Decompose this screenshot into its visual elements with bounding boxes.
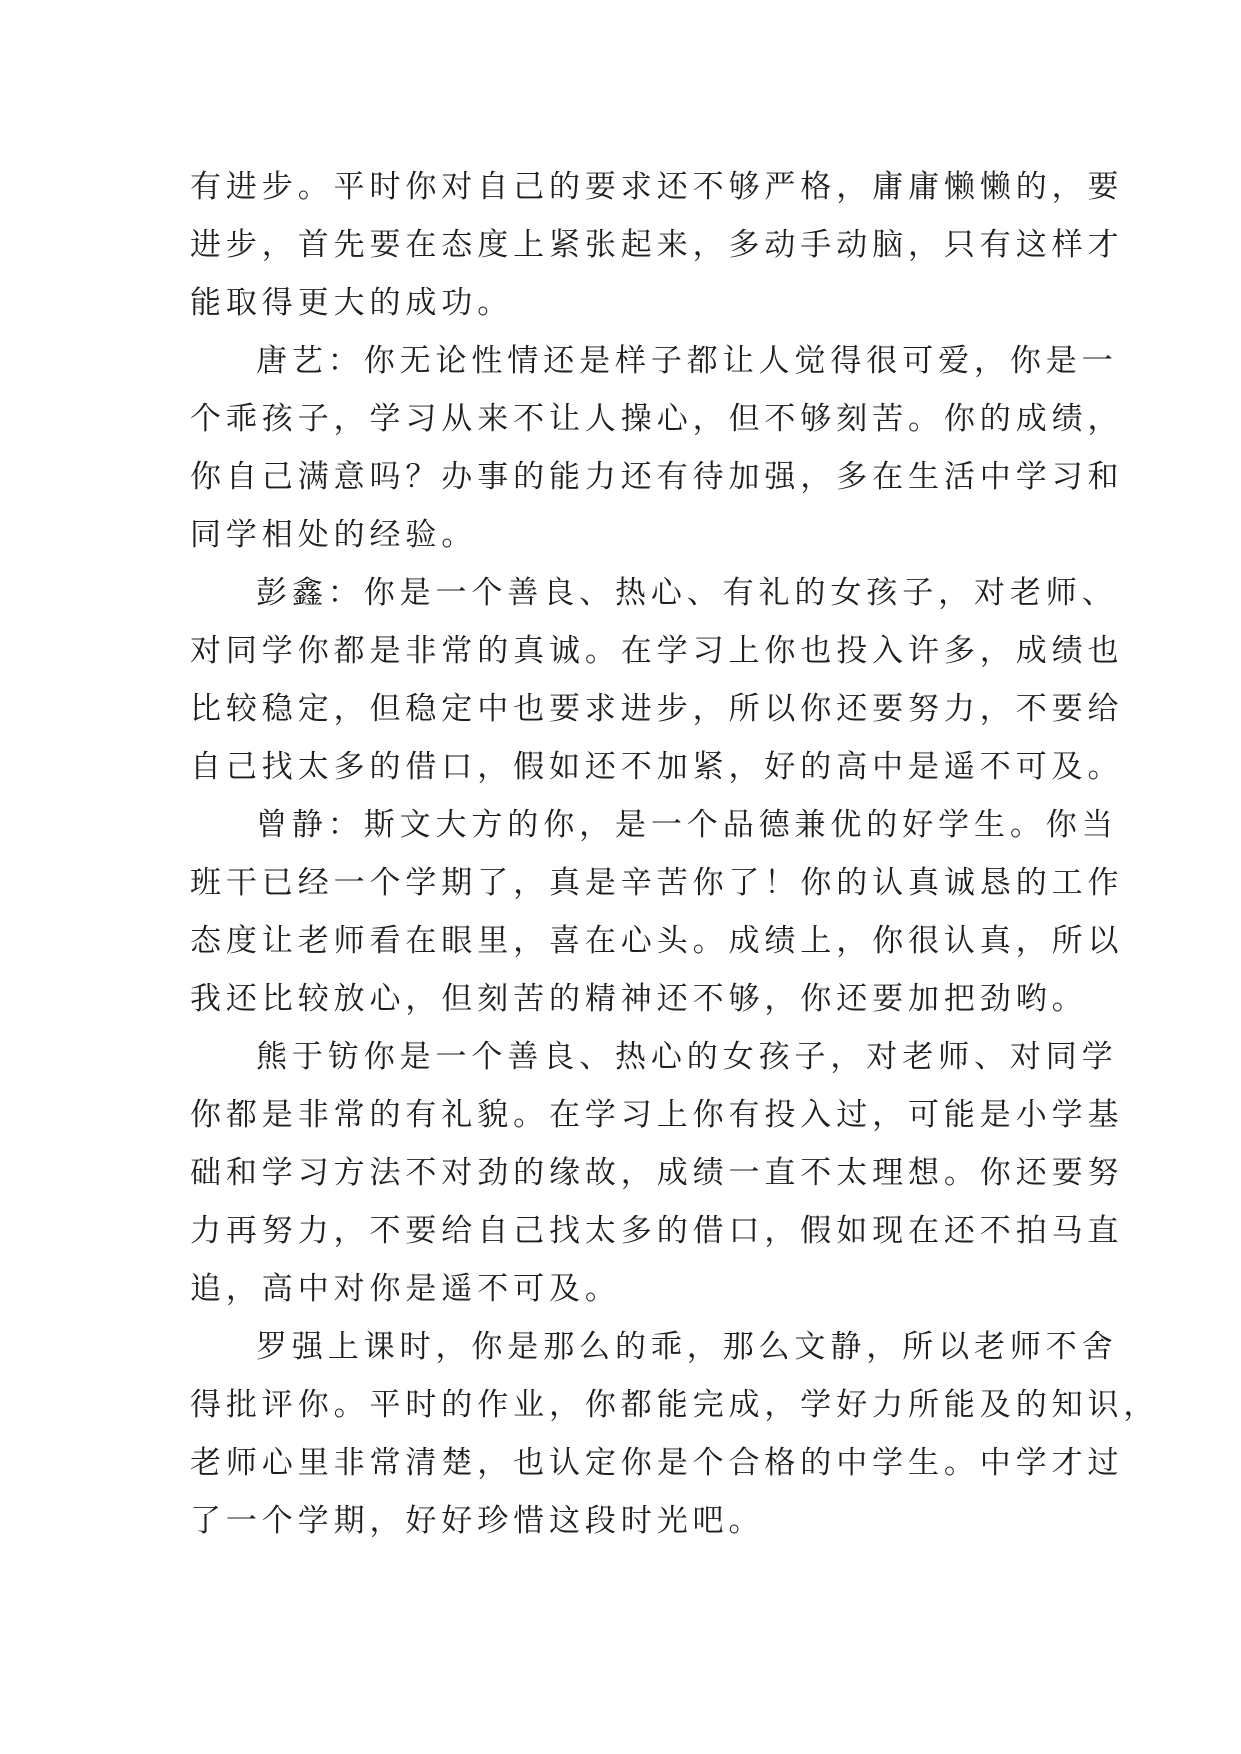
text-line: 唐艺：你无论性情还是样子都让人觉得很可爱，你是一 xyxy=(256,343,1118,379)
paragraph-luoqiang xyxy=(190,1318,1160,1550)
text-line: 得批评你。平时的作业，你都能完成，学好力所能及的知识， xyxy=(190,1387,1160,1423)
paragraph-continuation xyxy=(190,158,1124,332)
text-line: 有进步。平时你对自己的要求还不够严格，庸庸懒懒的，要 xyxy=(190,169,1124,205)
text-line: 自己找太多的借口，假如还不加紧，好的高中是遥不可及。 xyxy=(190,749,1124,785)
text-line: 彭鑫：你是一个善良、热心、有礼的女孩子，对老师、 xyxy=(256,575,1118,611)
text-line: 曾静：斯文大方的你，是一个品德兼优的好学生。你当 xyxy=(256,807,1118,843)
text-line: 班干已经一个学期了，真是辛苦你了！你的认真诚恳的工作 xyxy=(190,865,1124,901)
paragraph-xiongyufang xyxy=(190,1028,1124,1318)
document-body xyxy=(190,158,1160,1550)
text-line: 比较稳定，但稳定中也要求进步，所以你还要努力，不要给 xyxy=(190,691,1124,727)
text-line: 你都是非常的有礼貌。在学习上你有投入过，可能是小学基 xyxy=(190,1097,1124,1133)
text-line: 同学相处的经验。 xyxy=(190,517,478,553)
text-line: 我还比较放心，但刻苦的精神还不够，你还要加把劲哟。 xyxy=(190,981,1088,1017)
text-line: 进步，首先要在态度上紧张起来，多动手动脑，只有这样才 xyxy=(190,227,1124,263)
text-line: 态度让老师看在眼里，喜在心头。成绩上，你很认真，所以 xyxy=(190,923,1124,959)
text-line: 了一个学期，好好珍惜这段时光吧。 xyxy=(190,1503,765,1539)
text-line: 能取得更大的成功。 xyxy=(190,285,514,321)
text-line: 对同学你都是非常的真诚。在学习上你也投入许多，成绩也 xyxy=(190,633,1124,669)
text-line: 力再努力，不要给自己找太多的借口，假如现在还不拍马直 xyxy=(190,1213,1124,1249)
text-line: 罗强上课时，你是那么的乖，那么文静，所以老师不舍 xyxy=(256,1329,1118,1365)
text-line: 你自己满意吗？办事的能力还有待加强，多在生活中学习和 xyxy=(190,459,1124,495)
text-line: 熊于钫你是一个善良、热心的女孩子，对老师、对同学 xyxy=(256,1039,1118,1075)
text-line: 追，高中对你是遥不可及。 xyxy=(190,1271,621,1307)
text-line: 个乖孩子，学习从来不让人操心，但不够刻苦。你的成绩， xyxy=(190,401,1124,437)
paragraph-zengjing xyxy=(190,796,1124,1028)
text-line: 础和学习方法不对劲的缘故，成绩一直不太理想。你还要努 xyxy=(190,1155,1124,1191)
paragraph-pengxin xyxy=(190,564,1124,796)
paragraph-tangyi xyxy=(190,332,1124,564)
text-line: 老师心里非常清楚，也认定你是个合格的中学生。中学才过 xyxy=(190,1445,1124,1481)
